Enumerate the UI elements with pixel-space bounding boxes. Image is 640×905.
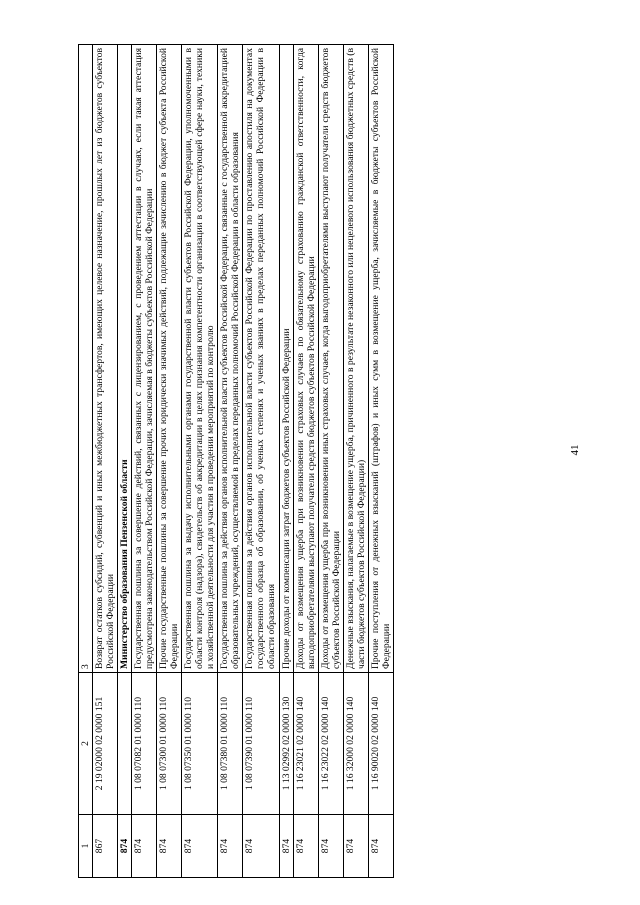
- description-cell: Доходы от возмещения ущерба при возникновении страховых случаев по обязательному страхованию гражданской ответственности, когда выгодоприобретателями выступают получатели средств бюджетов субъектов Российской Федерации: [293, 45, 318, 673]
- revenue-code-cell: 1 08 07390 01 0000 110: [243, 673, 279, 815]
- admin-code-cell: 874: [343, 815, 368, 878]
- table-row: [218, 45, 243, 878]
- description-cell: Денежные взыскания, налагаемые в возмещение ущерба, причиненного в результате незаконного или нецелевого использования бюджетных средств (в части бюджетов субъектов Российской Федерации): [343, 45, 368, 673]
- admin-code-cell: 874: [368, 815, 393, 878]
- revenue-code-cell: 1 16 32000 02 0000 140: [343, 673, 368, 815]
- table-row: [279, 45, 293, 878]
- revenue-code-cell: 1 08 07380 01 0000 110: [218, 673, 243, 815]
- table-row: [343, 45, 368, 878]
- table-row: [157, 45, 182, 878]
- admin-code-cell: 874: [293, 815, 318, 878]
- description-cell: Государственная пошлина за выдачу исполнительными органами государственной власти субъектов Российской Федерации, уполномоченными в области контроля (надзора), свидетельств об аккредитации в целях признания компетентности организации в соответствующей сфере науки, техники и хозяйственной деятельности для участия в проведении мероприятий по контролю: [182, 45, 218, 673]
- table-row: [118, 45, 132, 878]
- table-row: [132, 45, 157, 878]
- revenue-code-cell: 1 16 90020 02 0000 140: [368, 673, 393, 815]
- admin-code-cell: 874: [182, 815, 218, 878]
- revenue-code-cell: 2 19 02000 02 0000 151: [93, 673, 118, 815]
- admin-code-cell: 874: [243, 815, 279, 878]
- table-row: [182, 45, 218, 878]
- description-cell: Доходы от возмещения ущерба при возникновении иных страховых случаев, когда выгодоприобретателями выступают получатели средств бюджетов субъектов Российской Федерации: [318, 45, 343, 673]
- header-col-2: 2: [79, 673, 93, 815]
- description-cell: Прочие поступления от денежных взысканий (штрафов) и иных сумм в возмещение ущерба, зачисляемые в бюджеты субъектов Российской Федерации: [368, 45, 393, 673]
- description-cell: Возврат остатков субсидий, субвенций и иных межбюджетных трансфертов, имеющих целевое назначение, прошлых лет из бюджетов субъектов Российской Федерации: [93, 45, 118, 673]
- admin-code-cell: 867: [93, 815, 118, 878]
- table-row: [318, 45, 343, 878]
- table-header-row: [79, 45, 93, 878]
- admin-code-cell: 874: [279, 815, 293, 878]
- table-body: [93, 45, 394, 878]
- description-cell: Государственная пошлина за действия органов исполнительной власти субъектов Российской Федерации по проставлению апостиля на документах государственного образца об образовании, об ученых степенях и ученых званиях в пределах переданных полномочий Российской Федерации в области образования: [243, 45, 279, 673]
- table-row: [293, 45, 318, 878]
- description-cell: Министерство образования Пензенской области: [118, 45, 132, 673]
- table-row: [368, 45, 393, 878]
- description-cell: Государственная пошлина за совершение действий, связанных с лицензированием, с проведением аттестации в случаях, если такая аттестация предусмотрена законодательством Российской Федерации, зачисляемая в бюджеты субъектов Российской Федерации: [132, 45, 157, 673]
- header-col-1: 1: [79, 815, 93, 878]
- revenue-code-cell: 1 08 07082 01 0000 110: [132, 673, 157, 815]
- description-cell: Государственная пошлина за действия органов исполнительной власти субъектов Российской Федерации, связанные с государственной аккредитацией образовательных учреждений, осуществляемой в пределах переданных полномочий Российской Федерации в области образования: [218, 45, 243, 673]
- admin-code-cell: 874: [157, 815, 182, 878]
- table-row: [93, 45, 118, 878]
- revenue-code-cell: 1 13 02992 02 0000 130: [279, 673, 293, 815]
- revenue-code-cell: 1 16 23021 02 0000 140: [293, 673, 318, 815]
- revenue-code-cell: 1 08 07300 01 0000 110: [157, 673, 182, 815]
- revenue-code-cell: 1 08 07350 01 0000 110: [182, 673, 218, 815]
- rotated-table-wrapper: [78, 48, 550, 878]
- description-cell: Прочие государственные пошлины за совершение прочих юридически значимых действий, подлежащие зачислению в бюджет субъекта Российской Федерации: [157, 45, 182, 673]
- header-col-3: 3: [79, 45, 93, 673]
- revenue-code-cell: [118, 673, 132, 815]
- revenue-code-cell: 1 16 23022 02 0000 140: [318, 673, 343, 815]
- admin-code-cell: 874: [318, 815, 343, 878]
- admin-code-cell: 874: [218, 815, 243, 878]
- description-cell: Прочие доходы от компенсации затрат бюджетов субъектов Российской Федерации: [279, 45, 293, 673]
- admin-code-cell: 874: [132, 815, 157, 878]
- admin-code-cell: 874: [118, 815, 132, 878]
- revenue-codes-table: [78, 44, 394, 878]
- table-row: [243, 45, 279, 878]
- page-number: 41: [569, 444, 581, 456]
